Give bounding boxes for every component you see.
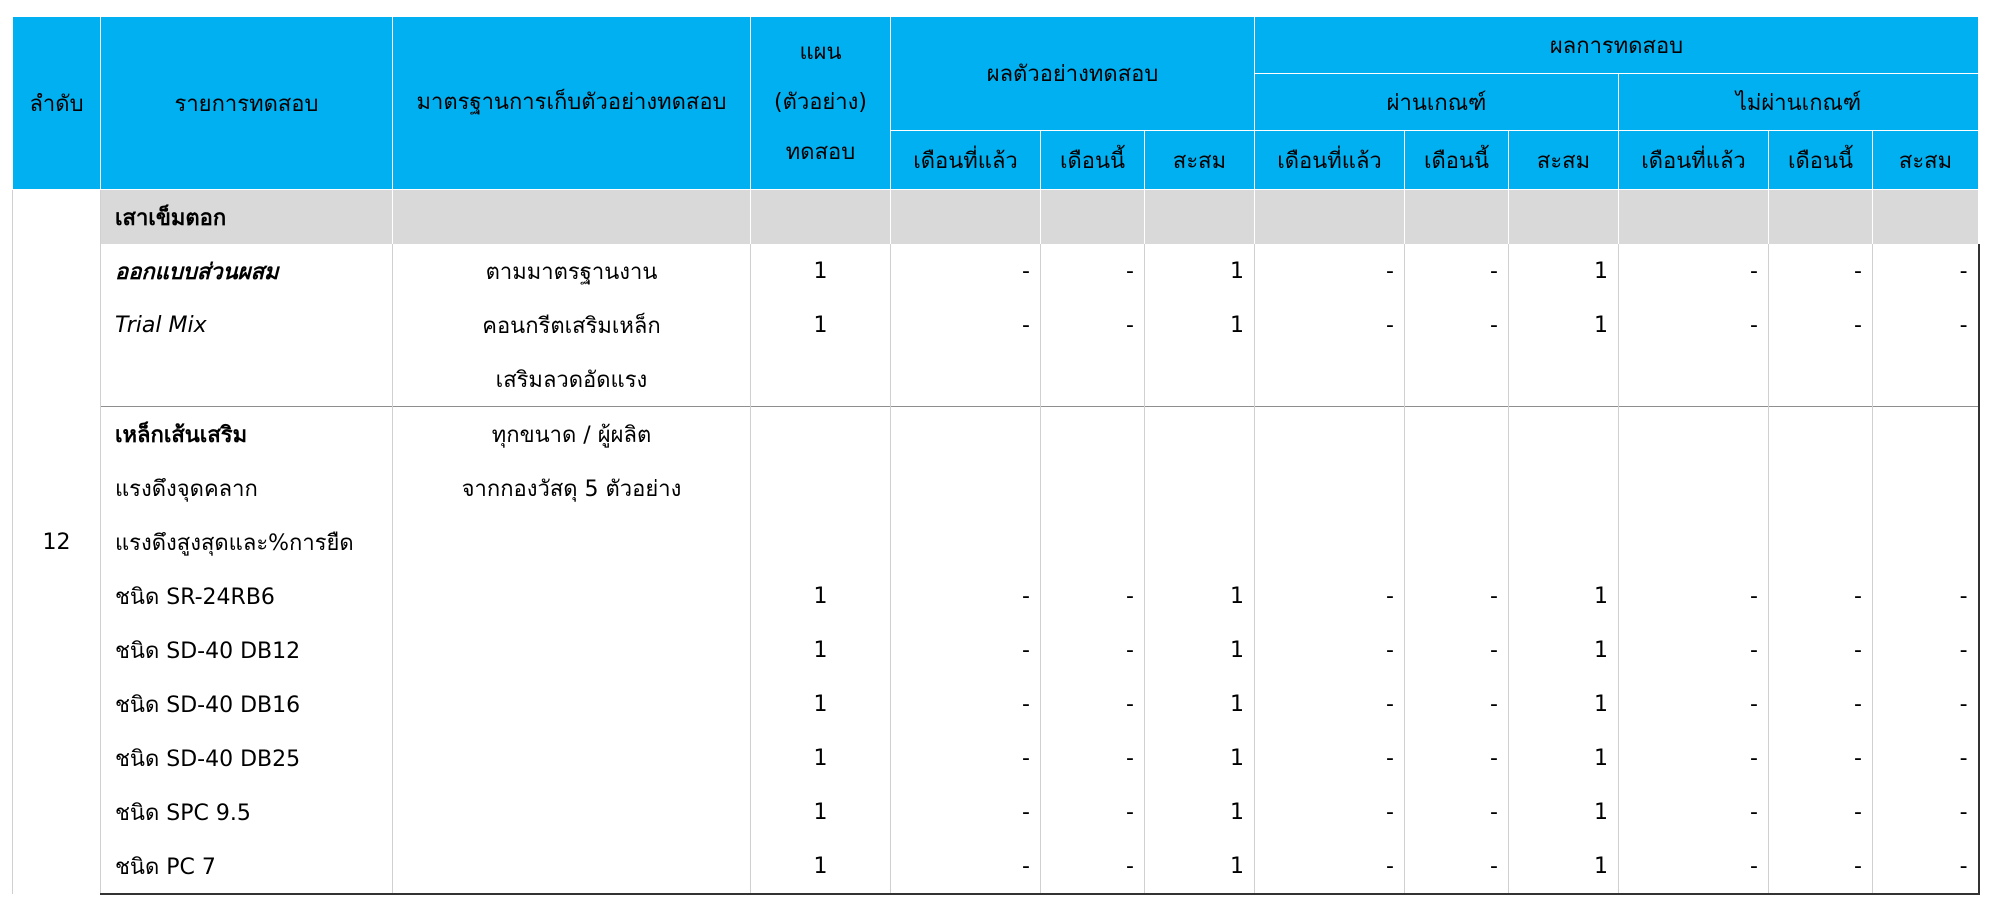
value-cell: - [1873,569,1979,623]
value-cell [1873,352,1979,407]
item-cell: ชนิด SD-40 DB25 [101,731,393,785]
value-cell: - [1619,731,1769,785]
table-row [13,407,1979,462]
header-standard: มาตรฐานการเก็บตัวอย่างทดสอบ [393,17,751,190]
header-pass: ผ่านเกณฑ์ [1255,74,1619,131]
value-cell: - [1769,569,1873,623]
value-cell [1145,515,1255,569]
item-cell: ออกแบบส่วนผสม [101,244,393,298]
value-cell [1255,407,1405,462]
value-cell [1405,461,1509,515]
value-cell: - [1255,731,1405,785]
value-cell: - [1405,785,1509,839]
header-samples: ผลตัวอย่างทดสอบ [891,17,1255,131]
value-cell: - [1619,677,1769,731]
header-pass-this-month: เดือนนี้ [1405,131,1509,190]
value-cell: - [1769,677,1873,731]
table-header [13,17,1979,190]
value-cell: - [1255,785,1405,839]
value-cell: - [1619,569,1769,623]
value-cell: 1 [1145,569,1255,623]
standard-cell [393,569,751,623]
header-fail-prev-month: เดือนที่แล้ว [1619,131,1769,190]
value-cell [891,407,1041,462]
table-row [13,244,1979,298]
value-cell: 1 [1145,731,1255,785]
value-cell [1041,515,1145,569]
item-cell: เสาเข็มตอก [101,190,393,245]
value-cell: 1 [1509,677,1619,731]
table-row [13,677,1979,731]
table-body [13,190,1979,895]
value-cell: - [1769,298,1873,352]
header-pass-prev-month: เดือนที่แล้ว [1255,131,1405,190]
item-cell [101,352,393,407]
value-cell: - [1255,839,1405,894]
value-cell: - [1873,298,1979,352]
value-cell: 1 [1145,298,1255,352]
value-cell: 1 [1509,244,1619,298]
table-row [13,298,1979,352]
table-row [13,569,1979,623]
value-cell: - [1041,677,1145,731]
value-cell: 1 [1145,785,1255,839]
value-cell: 1 [1145,244,1255,298]
value-cell: - [1041,569,1145,623]
standard-cell: คอนกรีตเสริมเหล็ก [393,298,751,352]
value-cell: - [1769,839,1873,894]
header-samples-this-month: เดือนนี้ [1041,131,1145,190]
value-cell: - [1405,839,1509,894]
header-fail-this-month: เดือนนี้ [1769,131,1873,190]
standard-cell [393,839,751,894]
value-cell [1041,190,1145,245]
value-cell [1405,407,1509,462]
item-cell: ชนิด SPC 9.5 [101,785,393,839]
value-cell [1509,461,1619,515]
value-cell [1145,190,1255,245]
value-cell: - [1041,244,1145,298]
header-item: รายการทดสอบ [101,17,393,190]
value-cell: - [1873,785,1979,839]
plan-cell: 1 [751,569,891,623]
value-cell: - [1873,677,1979,731]
header-samples-prev-month: เดือนที่แล้ว [891,131,1041,190]
value-cell: - [1405,677,1509,731]
value-cell [1255,352,1405,407]
value-cell [891,352,1041,407]
value-cell [1145,461,1255,515]
value-cell: - [1255,569,1405,623]
value-cell: - [891,677,1041,731]
value-cell [1041,407,1145,462]
value-cell: - [1619,298,1769,352]
plan-cell [751,407,891,462]
value-cell [1769,461,1873,515]
value-cell: 1 [1509,839,1619,894]
value-cell: 1 [1145,623,1255,677]
value-cell: - [1041,298,1145,352]
standard-cell: ตามมาตรฐานงาน [393,244,751,298]
item-cell: ชนิด PC 7 [101,839,393,894]
standard-cell [393,731,751,785]
value-cell [1509,515,1619,569]
item-cell: ชนิด SD-40 DB12 [101,623,393,677]
value-cell [1041,352,1145,407]
value-cell: 1 [1145,677,1255,731]
value-cell: - [1619,623,1769,677]
value-cell: - [891,731,1041,785]
standard-cell: เสริมลวดอัดแรง [393,352,751,407]
value-cell [1873,190,1979,245]
value-cell: - [1873,244,1979,298]
value-cell [1769,515,1873,569]
table-row [13,515,1979,569]
header-samples-cumulative: สะสม [1145,131,1255,190]
plan-cell [751,515,891,569]
value-cell: - [1041,839,1145,894]
table-row [13,461,1979,515]
plan-cell [751,190,891,245]
value-cell [1509,190,1619,245]
value-cell [1405,515,1509,569]
value-cell: - [1405,298,1509,352]
standard-cell [393,623,751,677]
value-cell: - [1769,623,1873,677]
value-cell: - [1255,623,1405,677]
value-cell: - [891,569,1041,623]
value-cell [1619,461,1769,515]
value-cell: - [1873,839,1979,894]
value-cell: - [1769,731,1873,785]
test-results-table-container [12,16,1978,902]
header-results: ผลการทดสอบ [1255,17,1979,74]
plan-cell: 1 [751,244,891,298]
value-cell: - [1041,623,1145,677]
value-cell: - [891,244,1041,298]
standard-cell: ทุกขนาด / ผู้ผลิต [393,407,751,462]
value-cell: 1 [1145,839,1255,894]
value-cell: - [1873,623,1979,677]
value-cell: - [1619,785,1769,839]
value-cell [1255,515,1405,569]
plan-cell: 1 [751,731,891,785]
table-row [13,623,1979,677]
table-row [13,785,1979,839]
plan-cell: 1 [751,839,891,894]
item-cell: แรงดึงจุดคลาก [101,461,393,515]
value-cell [1769,407,1873,462]
table-row [13,731,1979,785]
value-cell: - [1405,569,1509,623]
value-cell: - [1405,244,1509,298]
value-cell [1619,407,1769,462]
value-cell [1255,190,1405,245]
item-cell: ชนิด SD-40 DB16 [101,677,393,731]
value-cell [891,190,1041,245]
table-row [13,352,1979,407]
value-cell [891,461,1041,515]
value-cell: - [1041,731,1145,785]
value-cell: - [1769,244,1873,298]
value-cell [1509,352,1619,407]
value-cell [1405,190,1509,245]
test-results-table [12,16,1980,895]
item-cell: Trial Mix [101,298,393,352]
value-cell [1873,407,1979,462]
value-cell: - [1405,623,1509,677]
value-cell: 1 [1509,298,1619,352]
value-cell: - [1619,839,1769,894]
value-cell [1509,407,1619,462]
value-cell [1405,352,1509,407]
value-cell [891,515,1041,569]
plan-cell [751,352,891,407]
plan-cell [751,461,891,515]
value-cell [1619,190,1769,245]
item-cell: เหล็กเส้นเสริม [101,407,393,462]
standard-cell [393,515,751,569]
plan-cell: 1 [751,298,891,352]
value-cell [1873,461,1979,515]
value-cell [1145,352,1255,407]
value-cell [1145,407,1255,462]
value-cell: - [1255,244,1405,298]
header-fail-cumulative: สะสม [1873,131,1979,190]
table-row [13,190,1979,245]
header-pass-cumulative: สะสม [1509,131,1619,190]
value-cell: - [891,785,1041,839]
standard-cell [393,785,751,839]
value-cell: - [1041,785,1145,839]
standard-cell [393,677,751,731]
value-cell: - [1255,298,1405,352]
value-cell: - [1255,677,1405,731]
value-cell: - [891,623,1041,677]
value-cell [1619,352,1769,407]
value-cell: - [1873,731,1979,785]
header-seq: ลำดับ [13,17,101,190]
plan-cell: 1 [751,623,891,677]
value-cell [1873,515,1979,569]
plan-cell: 1 [751,785,891,839]
plan-cell: 1 [751,677,891,731]
value-cell [1769,190,1873,245]
value-cell: 1 [1509,623,1619,677]
value-cell [1769,352,1873,407]
item-cell: แรงดึงสูงสุดและ%การยืด [101,515,393,569]
value-cell: 1 [1509,731,1619,785]
sequence-number: 12 [13,190,101,895]
table-row [13,839,1979,894]
header-plan: แผน (ตัวอย่าง) ทดสอบ [751,17,891,190]
value-cell [1041,461,1145,515]
value-cell: 1 [1509,785,1619,839]
header-fail: ไม่ผ่านเกณฑ์ [1619,74,1979,131]
value-cell: - [891,839,1041,894]
value-cell: - [1769,785,1873,839]
value-cell: 1 [1509,569,1619,623]
item-cell: ชนิด SR-24RB6 [101,569,393,623]
value-cell [1619,515,1769,569]
value-cell: - [1405,731,1509,785]
value-cell [1255,461,1405,515]
standard-cell: จากกองวัสดุ 5 ตัวอย่าง [393,461,751,515]
value-cell: - [1619,244,1769,298]
standard-cell [393,190,751,245]
value-cell: - [891,298,1041,352]
